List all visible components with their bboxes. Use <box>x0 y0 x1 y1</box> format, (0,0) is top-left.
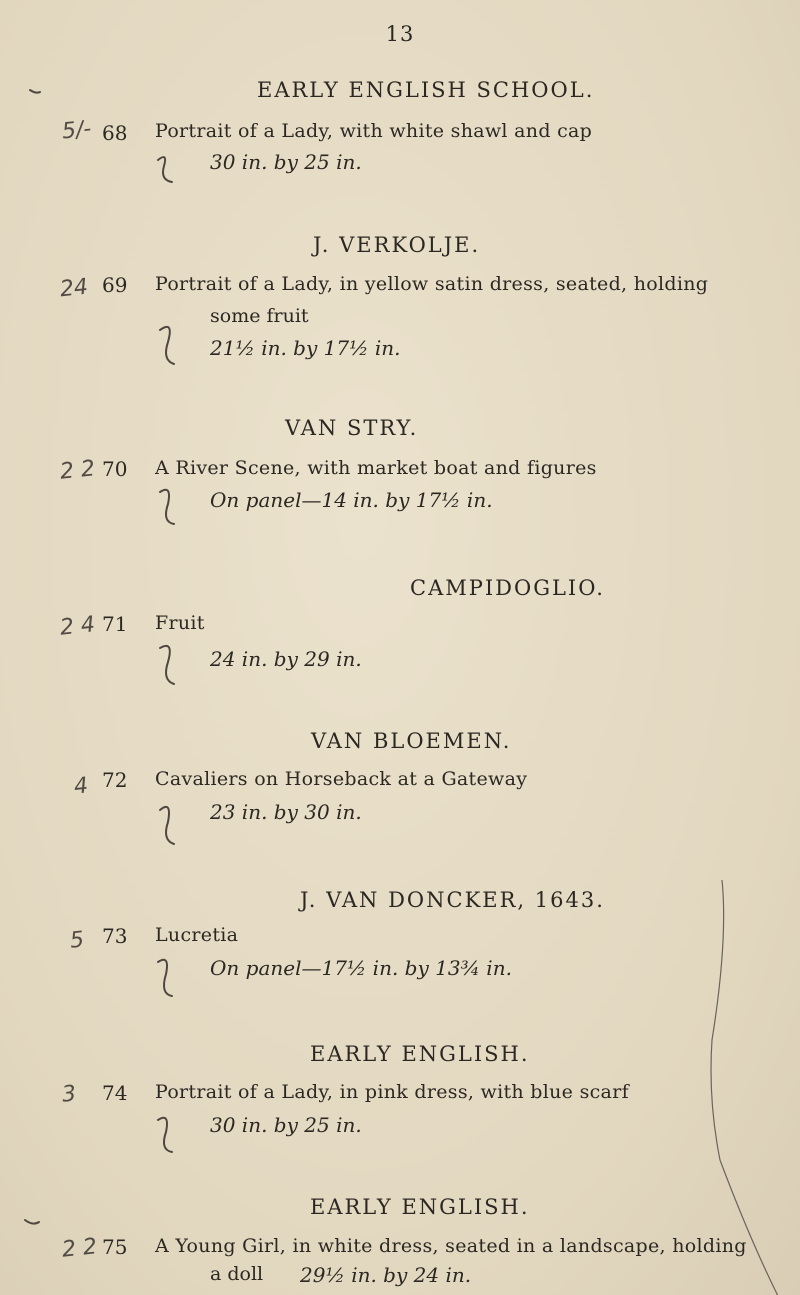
lot-dimensions: On panel—17½ in. by 13¾ in. <box>210 956 512 980</box>
artist-name: J. VAN DONCKER, 1643. <box>300 888 605 912</box>
page-number: 13 <box>385 22 415 46</box>
artist-name: VAN STRY. <box>285 416 419 440</box>
lot-dimensions: 30 in. by 25 in. <box>210 150 362 174</box>
artist-name: VAN BLOEMEN. <box>311 729 512 753</box>
lot-title: Fruit <box>155 612 205 634</box>
handwritten-annotation: 2 2 <box>58 456 97 485</box>
lot-number: 69 <box>102 273 128 297</box>
lot-number: 68 <box>102 121 128 145</box>
handwritten-annotation: 2 2 <box>60 1234 99 1263</box>
lot-number: 73 <box>102 924 128 948</box>
artist-name: EARLY ENGLISH. <box>310 1195 530 1219</box>
handwritten-annotation: 2 4 <box>58 612 97 641</box>
lot-number: 70 <box>102 457 128 481</box>
lot-dimensions: 29½ in. by 24 in. <box>300 1263 472 1287</box>
lot-dimensions: 24 in. by 29 in. <box>210 647 362 671</box>
lot-dimensions: 30 in. by 25 in. <box>210 1113 362 1137</box>
handwritten-annotation: 5/- <box>60 116 93 145</box>
artist-name: EARLY ENGLISH SCHOOL. <box>257 78 595 102</box>
lot-title-continuation: some fruit <box>210 305 309 327</box>
artist-name: CAMPIDOGLIO. <box>410 576 605 600</box>
lot-number: 74 <box>102 1081 128 1105</box>
lot-dimensions: On panel—14 in. by 17½ in. <box>210 488 493 512</box>
handwritten-annotation: 5 <box>68 927 86 954</box>
lot-number: 72 <box>102 768 128 792</box>
lot-title: Portrait of a Lady, in yellow satin dress, seated, holding <box>155 273 709 295</box>
lot-dimensions: 21½ in. by 17½ in. <box>210 336 401 360</box>
lot-title-continuation: a doll <box>210 1263 264 1285</box>
lot-title: A River Scene, with market boat and figures <box>155 457 597 479</box>
handwritten-annotation: 24 <box>58 274 90 303</box>
lot-number: 75 <box>102 1235 128 1259</box>
artist-name: J. VERKOLJE. <box>313 233 481 257</box>
lot-number: 71 <box>102 612 128 636</box>
handwritten-annotation: 3 <box>60 1081 78 1108</box>
artist-name: EARLY ENGLISH. <box>310 1042 530 1066</box>
lot-dimensions: 23 in. by 30 in. <box>210 800 362 824</box>
lot-title: Lucretia <box>155 924 239 946</box>
lot-title: A Young Girl, in white dress, seated in a landscape, holding <box>155 1235 747 1257</box>
lot-title: Portrait of a Lady, with white shawl and cap <box>155 120 593 142</box>
lot-title: Cavaliers on Horseback at a Gateway <box>155 768 528 790</box>
lot-title: Portrait of a Lady, in pink dress, with blue scarf <box>155 1081 629 1103</box>
handwritten-annotation: 4 <box>72 773 90 800</box>
